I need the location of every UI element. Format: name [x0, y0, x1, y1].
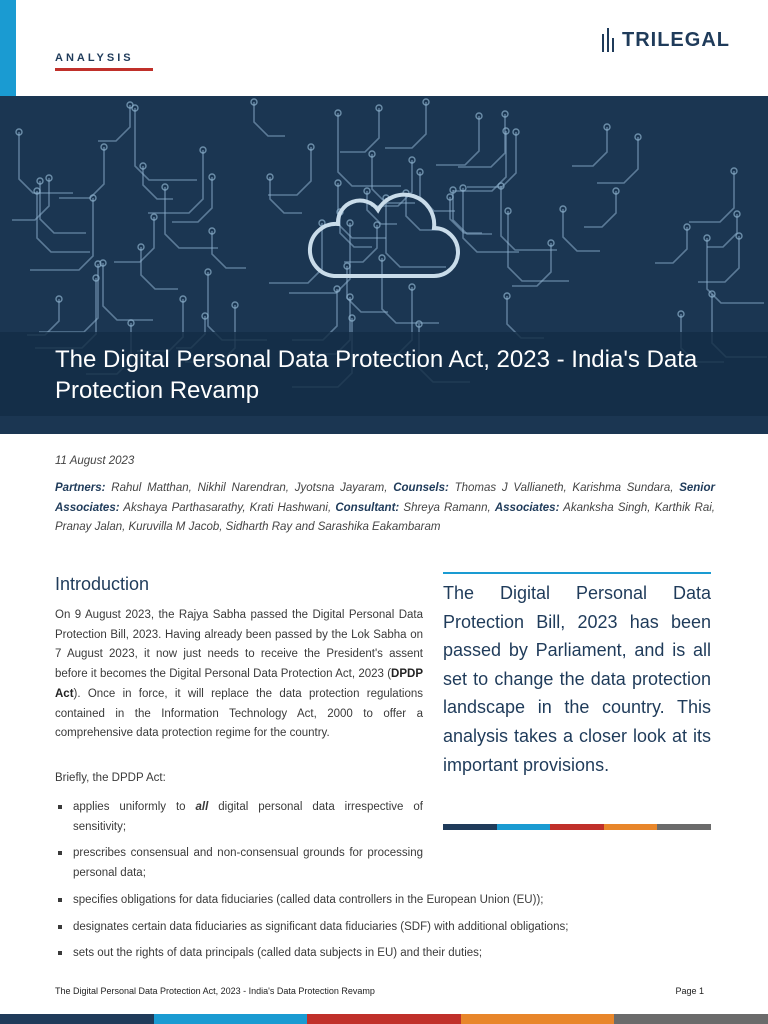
credit-role: Partners:: [55, 482, 106, 494]
author-credits: [55, 479, 715, 538]
intro-paragraph: On 9 August 2023, the Rajya Sabha passed the Digital Personal Data Protection Bill, 2023. Having already been passed by the Lok Sabha on 7 August 2023, it now just needs to receive the President's assent before it becomes the Digital Personal Data Protection Act, 2023 (DPDP Act). Once in force, it will replace the data protection regulations contained in the Information Technology Act, 2000 to offer a comprehensive data protection regime for the country.: [55, 609, 423, 740]
credit-role: Senior Associates:: [55, 482, 715, 514]
footer-running-title: The Digital Personal Data Protection Act, 2023 - India's Data Protection Revamp: [55, 986, 375, 996]
section-label-underline: [55, 68, 153, 71]
dpdp-act-term: DPDP Act: [55, 668, 423, 700]
credit-role: Consultant:: [335, 501, 400, 514]
credit-names: Shreya Ramann,: [399, 501, 495, 514]
bullet-icon: [58, 925, 62, 929]
side-accent-bar: [0, 0, 16, 96]
credit-role: Associates:: [494, 501, 560, 514]
list-item: specifies obligations for data fiduciaries (called data controllers in the European Union (EU));: [55, 891, 735, 911]
list-item: designates certain data fiduciaries as significant data fiduciaries (SDF) with additional obligations;: [55, 918, 735, 938]
list-item: applies uniformly to all digital personal data irrespective of sensitivity;: [55, 798, 423, 837]
credit-names: Akshaya Parthasarathy, Krati Hashwani,: [119, 501, 336, 514]
bullet-icon: [58, 805, 62, 809]
briefly-lead-in: Briefly, the DPDP Act:: [55, 772, 166, 784]
bullet-icon: [58, 898, 62, 902]
credit-names: Thomas J Vallianeth, Karishma Sundara,: [448, 482, 680, 494]
pull-quote-color-strip: [443, 824, 711, 830]
provisions-list-top: [55, 798, 423, 890]
footer-color-strip: [0, 1014, 768, 1024]
intro-heading: Introduction: [55, 574, 150, 594]
credit-names: Rahul Matthan, Nikhil Narendran, Jyotsna Jayaram,: [105, 482, 394, 494]
bullet-icon: [58, 851, 62, 855]
provisions-list-bottom: [55, 891, 735, 971]
list-item: prescribes consensual and non-consensual grounds for processing personal data;: [55, 844, 423, 883]
page-number: Page 1: [675, 986, 704, 996]
list-item: sets out the rights of data principals (called data subjects in EU) and their duties;: [55, 944, 735, 964]
logo-text: TRILEGAL: [622, 28, 730, 51]
logo-mark-icon: [602, 28, 614, 52]
hero-banner: [0, 96, 768, 434]
publication-date: 11 August 2023: [55, 455, 135, 467]
pull-quote: The Digital Personal Data Protection Bill, 2023 has been passed by Parliament, and is all set to change the data protection landscape in the country. This analysis takes a closer look at its important provisions.: [443, 583, 711, 775]
trilegal-logo: [602, 28, 730, 52]
pull-quote-rule: [443, 572, 711, 574]
document-title: The Digital Personal Data Protection Act, 2023 - India's Data Protection Revamp: [55, 346, 698, 404]
section-label: ANALYSIS: [55, 52, 134, 64]
bullet-icon: [58, 951, 62, 955]
credit-role: Counsels:: [393, 482, 449, 494]
credit-names: Akanksha Singh, Karthik Rai, Pranay Jalan, Kuruvilla M Jacob, Sidharth Ray and Sarashika Eakambaram: [55, 501, 715, 533]
